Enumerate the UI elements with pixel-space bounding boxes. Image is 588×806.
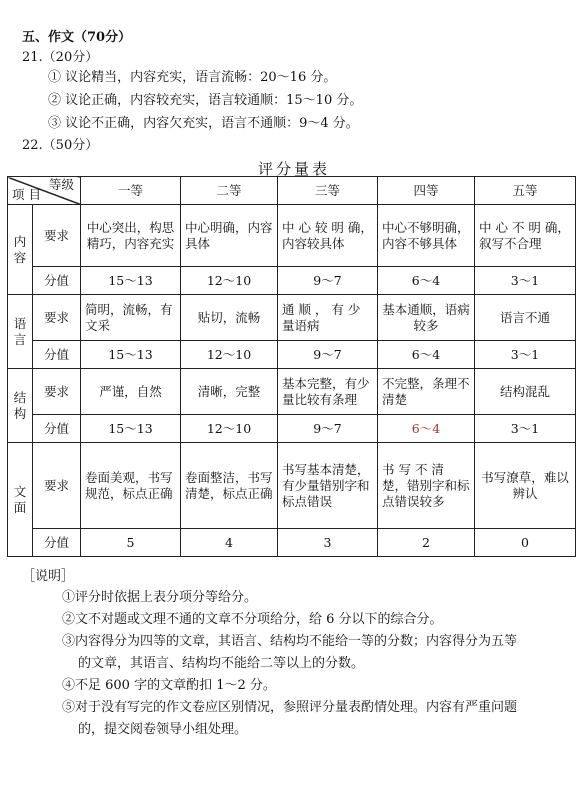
req-cell: 中心突出，构思精巧，内容充实 <box>81 205 181 267</box>
req-cell: 结构混乱 <box>475 369 576 415</box>
score-cell: 5 <box>81 529 181 557</box>
req-cell: 清晰，完整 <box>181 369 278 415</box>
score-cell: 3～1 <box>475 341 576 369</box>
score-cell: 4 <box>181 529 278 557</box>
note-item-5-cont: 的，提交阅卷领导小组处理。 <box>78 722 248 737</box>
score-cell: 12～10 <box>181 341 278 369</box>
score-label: 分值 <box>33 415 81 443</box>
corner-grade-label: 等级 <box>48 177 74 192</box>
table-corner-header <box>8 177 81 205</box>
q21-item-1: ① 议论精当，内容充实，语言流畅：20～16 分。 <box>48 70 337 85</box>
note-item-2: ②文不对题或文理不通的文章不分项给分，给 6 分以下的综合分。 <box>62 612 443 627</box>
req-label: 要求 <box>33 205 81 267</box>
note-item-1: ①评分时依据上表分项分等给分。 <box>62 590 258 605</box>
score-cell: 12～10 <box>181 267 278 295</box>
score-cell: 9～7 <box>278 415 378 443</box>
score-cell: 6～4 <box>378 341 475 369</box>
score-cell: 15～13 <box>81 267 181 295</box>
score-cell: 6～4 <box>378 267 475 295</box>
score-cell: 0 <box>475 529 576 557</box>
req-cell: 语言不通 <box>475 295 576 341</box>
req-label: 要求 <box>33 295 81 341</box>
q22-label: 22.（50分） <box>22 138 99 153</box>
req-cell: 基本通顺，语病较多 <box>378 295 475 341</box>
req-cell: 中 心 不 明 确，叙写不合理 <box>475 205 576 267</box>
score-label: 分值 <box>33 529 81 557</box>
note-item-3: ③内容得分为四等的文章，其语言、结构均不能给一等的分数；内容得分为五等 <box>62 634 518 649</box>
grade-header: 一等 <box>81 177 181 205</box>
score-cell: 9～7 <box>278 267 378 295</box>
q21-item-2: ② 议论正确，内容较充实，语言较通顺：15～10 分。 <box>48 93 363 108</box>
score-label: 分值 <box>33 341 81 369</box>
req-cell: 通 顺 ， 有 少 量语病 <box>278 295 378 341</box>
req-cell: 不完整，条理不清楚 <box>378 369 475 415</box>
req-cell: 严谨，自然 <box>81 369 181 415</box>
corner-item-label: 项 目 <box>12 187 41 202</box>
grade-header: 四等 <box>378 177 475 205</box>
req-cell: 书 写 不 清 楚，错别字和标点错误较多 <box>378 443 475 529</box>
score-cell: 3～1 <box>475 267 576 295</box>
category-language: 语言 <box>8 295 33 369</box>
grade-header: 二等 <box>181 177 278 205</box>
req-cell: 中心明确，内容具体 <box>181 205 278 267</box>
req-cell: 书写基本清楚，有少量错别字和标点错误 <box>278 443 378 529</box>
req-cell: 书写潦草，难以辨认 <box>475 443 576 529</box>
q21-item-3: ③ 议论不正确，内容欠充实，语言不通顺：9～4 分。 <box>48 116 359 131</box>
req-cell: 中心不够明确，内容不够具体 <box>378 205 475 267</box>
req-cell: 贴切，流畅 <box>181 295 278 341</box>
score-cell: 6～4 <box>378 415 475 443</box>
score-cell: 3～1 <box>475 415 576 443</box>
grade-header: 五等 <box>475 177 576 205</box>
notes-heading: ［说明］ <box>22 569 75 584</box>
note-item-5: ⑤对于没有写完的作文卷应区别情况，参照评分量表酌情处理。内容有严重问题 <box>62 700 518 715</box>
category-presentation: 文面 <box>8 443 33 557</box>
table-title: 评分量表 <box>257 160 330 178</box>
req-label: 要求 <box>33 369 81 415</box>
score-cell: 15～13 <box>81 415 181 443</box>
req-cell: 卷面整洁，书写清楚，标点正确 <box>181 443 278 529</box>
score-cell: 3 <box>278 529 378 557</box>
score-cell: 12～10 <box>181 415 278 443</box>
scoring-table <box>7 176 576 557</box>
score-cell: 2 <box>378 529 475 557</box>
category-content: 内容 <box>8 205 33 295</box>
category-structure: 结构 <box>8 369 33 443</box>
req-cell: 基本完整，有少量比较有条理 <box>278 369 378 415</box>
note-item-3-cont: 的文章，其语言、结构均不能给二等以上的分数。 <box>78 656 365 671</box>
req-cell: 简明，流畅，有文采 <box>81 295 181 341</box>
section-heading: 五、作文（70分） <box>22 30 132 45</box>
note-item-4: ④不足 600 字的文章酌扣 1～2 分。 <box>62 678 276 693</box>
grade-header: 三等 <box>278 177 378 205</box>
q21-label: 21.（20分） <box>22 50 99 65</box>
req-label: 要求 <box>33 443 81 529</box>
score-cell: 15～13 <box>81 341 181 369</box>
score-cell: 9～7 <box>278 341 378 369</box>
score-label: 分值 <box>33 267 81 295</box>
req-cell: 卷面美观，书写规范，标点正确 <box>81 443 181 529</box>
req-cell: 中 心 较 明 确，内容较具体 <box>278 205 378 267</box>
